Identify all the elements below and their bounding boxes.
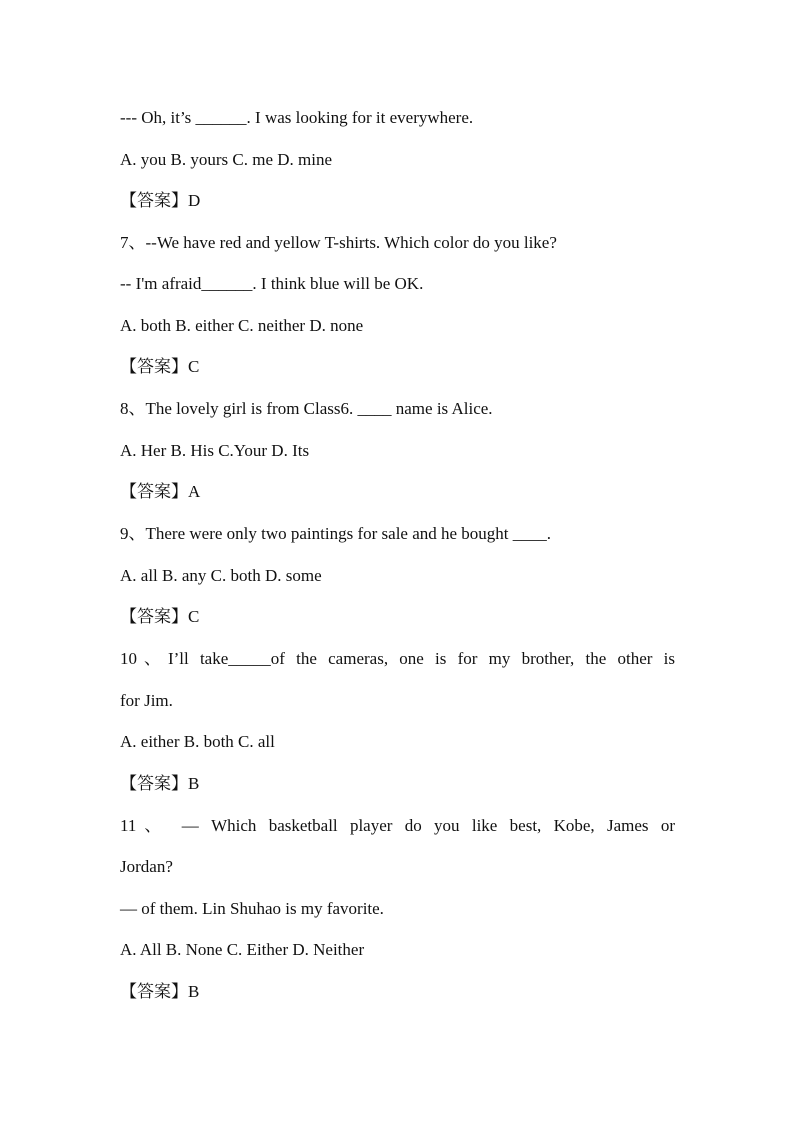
q6-options: A. you B. yours C. me D. mine: [120, 150, 333, 169]
q9-answer-key: 【答案】C: [120, 607, 200, 626]
q8-question: 8、The lovely girl is from Class6. ____ name is Alice.: [120, 399, 493, 418]
q11-question-line-2: Jordan?: [120, 857, 173, 876]
q10-answer-key: 【答案】B: [120, 774, 200, 793]
q11-reply: — of them. Lin Shuhao is my favorite.: [120, 899, 384, 918]
q10-question-line-1: 10、I’ll take_____of the cameras, one is for my brother, the other is: [120, 649, 675, 668]
q11-answer-key: 【答案】B: [120, 982, 200, 1001]
q11-question-line-1: 11、 — Which basketball player do you like best, Kobe, James or: [120, 816, 675, 835]
q9-question: 9、There were only two paintings for sale and he bought ____.: [120, 524, 552, 543]
q7-question: 7、--We have red and yellow T-shirts. Which color do you like?: [120, 233, 557, 252]
q11-options: A. All B. None C. Either D. Neither: [120, 940, 365, 959]
q7-options: A. both B. either C. neither D. none: [120, 316, 364, 335]
q6-answer-key: 【答案】D: [120, 191, 201, 210]
q10-question-line-2: for Jim.: [120, 691, 173, 710]
q8-answer-key: 【答案】A: [120, 482, 201, 501]
q10-options: A. either B. both C. all: [120, 732, 275, 751]
q6-answer-line: --- Oh, it’s ______. I was looking for it everywhere.: [120, 108, 474, 127]
q9-options: A. all B. any C. both D. some: [120, 566, 322, 585]
q7-reply: -- I'm afraid______. I think blue will be OK.: [120, 274, 424, 293]
q8-options: A. Her B. His C.Your D. Its: [120, 441, 310, 460]
q7-answer-key: 【答案】C: [120, 357, 200, 376]
